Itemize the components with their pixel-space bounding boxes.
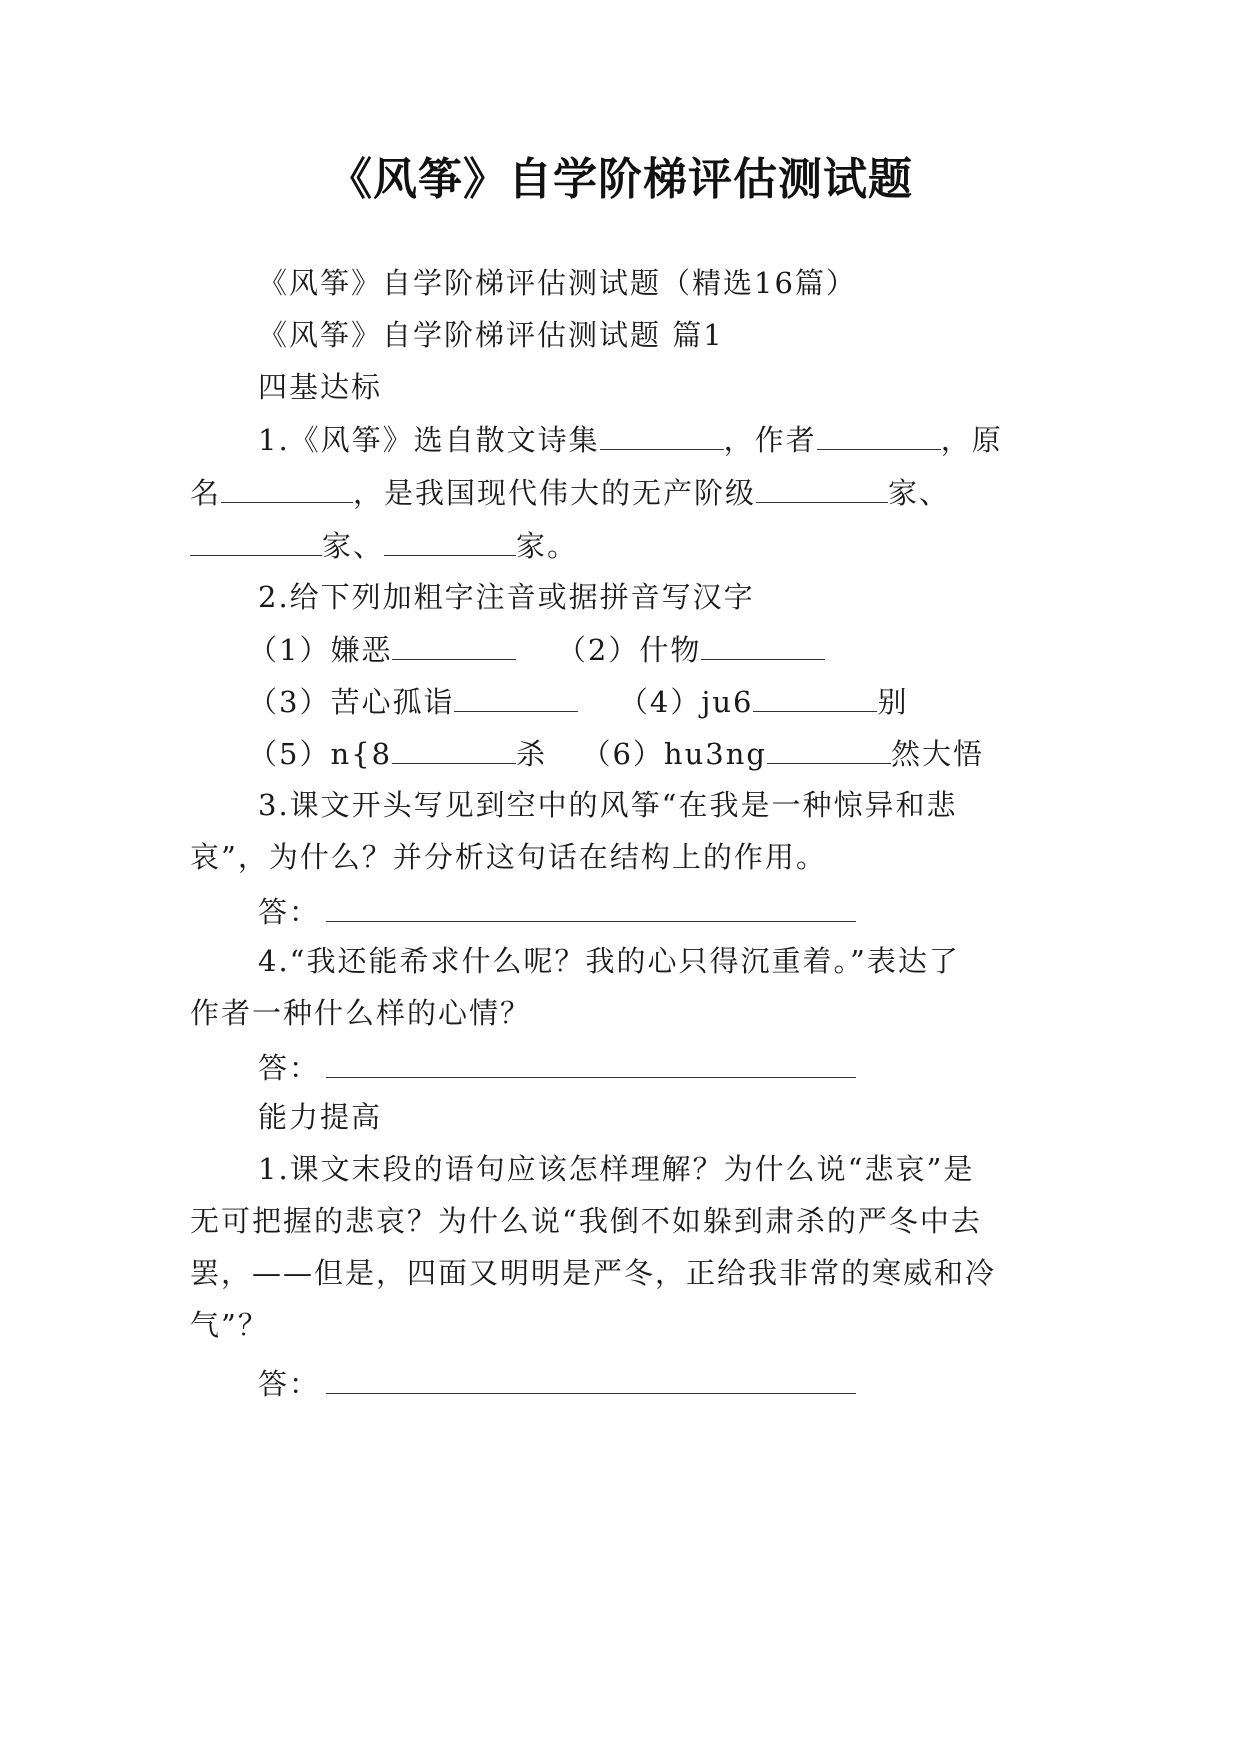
question-1-line-1 [258,419,1058,460]
blank-item-2[interactable] [701,629,825,660]
blank-original-name[interactable] [221,472,353,503]
blank-role-2[interactable] [190,525,322,556]
question-2: 2.给下列加粗字注音或据拼音写汉字 [258,580,755,614]
question-1-text-a: 1.《风筝》选自散文诗集 [258,423,600,457]
answer-label: 答： [258,895,321,929]
answer-row-q4 [258,1045,1128,1088]
item-5-label: （5）n{8 [248,737,393,771]
question-1-text-f: 家、 [888,476,951,510]
improve-question-1-line-2: 无可把握的悲哀？为什么说“我倒不如躲到肃杀的严冬中去 [190,1204,982,1238]
answer-row-q3 [258,889,1128,932]
question-1-text-b: ，作者 [723,423,817,457]
answer-label: 答： [258,1051,321,1085]
question-2-row-2 [248,681,1118,722]
question-3-line-1: 3.课文开头写见到空中的风筝“在我是一种惊异和悲 [258,788,958,822]
answer-row-p1 [258,1361,1128,1404]
answer-line-q4[interactable] [326,1045,856,1078]
question-2-row-3 [248,733,1118,774]
blank-collection[interactable] [600,419,724,450]
item-6-suffix: 然大悟 [890,737,984,771]
answer-line-p1[interactable] [326,1361,856,1394]
blank-author[interactable] [817,419,941,450]
subtitle: 《风筝》自学阶梯评估测试题（精选16篇） [258,266,857,300]
blank-item-4[interactable] [753,681,877,712]
improve-question-1-line-4: 气”？ [190,1308,269,1342]
question-1-text-g: 家、 [322,529,385,563]
question-1-line-3 [190,525,1060,566]
improve-question-1-line-1: 1.课文末段的语句应该怎样理解？为什么说“悲哀”是 [258,1152,975,1186]
section-heading-basic: 四基达标 [258,370,383,404]
blank-role-1[interactable] [756,472,888,503]
chapter-heading: 《风筝》自学阶梯评估测试题 篇1 [258,318,724,352]
item-2-label: （2）什物 [556,633,702,667]
item-5-suffix: 杀 [516,737,548,771]
question-1-text-c: ，原 [940,423,1003,457]
item-1-label: （1）嫌恶 [248,633,393,667]
question-4-line-2: 作者一种什么样的心情？ [190,996,532,1030]
item-6-label: （6）hu3ng [581,737,767,771]
answer-label: 答： [258,1367,321,1401]
question-3-line-2: 哀”，为什么？并分析这句话在结构上的作用。 [190,840,827,874]
question-1-text-e: ，是我国现代伟大的无产阶级 [353,476,757,510]
blank-item-1[interactable] [392,629,516,660]
question-4-line-1: 4.“我还能希求什么呢？我的心只得沉重着。”表达了 [258,944,960,978]
item-4-suffix: 别 [877,685,909,719]
improve-question-1-line-3: 罢，——但是，四面又明明是严冬，正给我非常的寒威和冷 [190,1256,997,1290]
question-1-text-h: 家。 [516,529,579,563]
section-heading-improve: 能力提高 [258,1100,383,1134]
question-1-text-d: 名 [190,476,222,510]
item-4-label: （4）ju6 [618,685,754,719]
item-3-label: （3）苦心孤诣 [248,685,455,719]
question-1-line-2 [190,472,1060,513]
answer-line-q3[interactable] [326,889,856,922]
blank-role-3[interactable] [384,525,516,556]
blank-item-5[interactable] [392,733,516,764]
question-2-row-1 [248,629,1118,670]
blank-item-6[interactable] [767,733,891,764]
page-title: 《风筝》自学阶梯评估测试题 [328,154,913,205]
blank-item-3[interactable] [454,681,578,712]
